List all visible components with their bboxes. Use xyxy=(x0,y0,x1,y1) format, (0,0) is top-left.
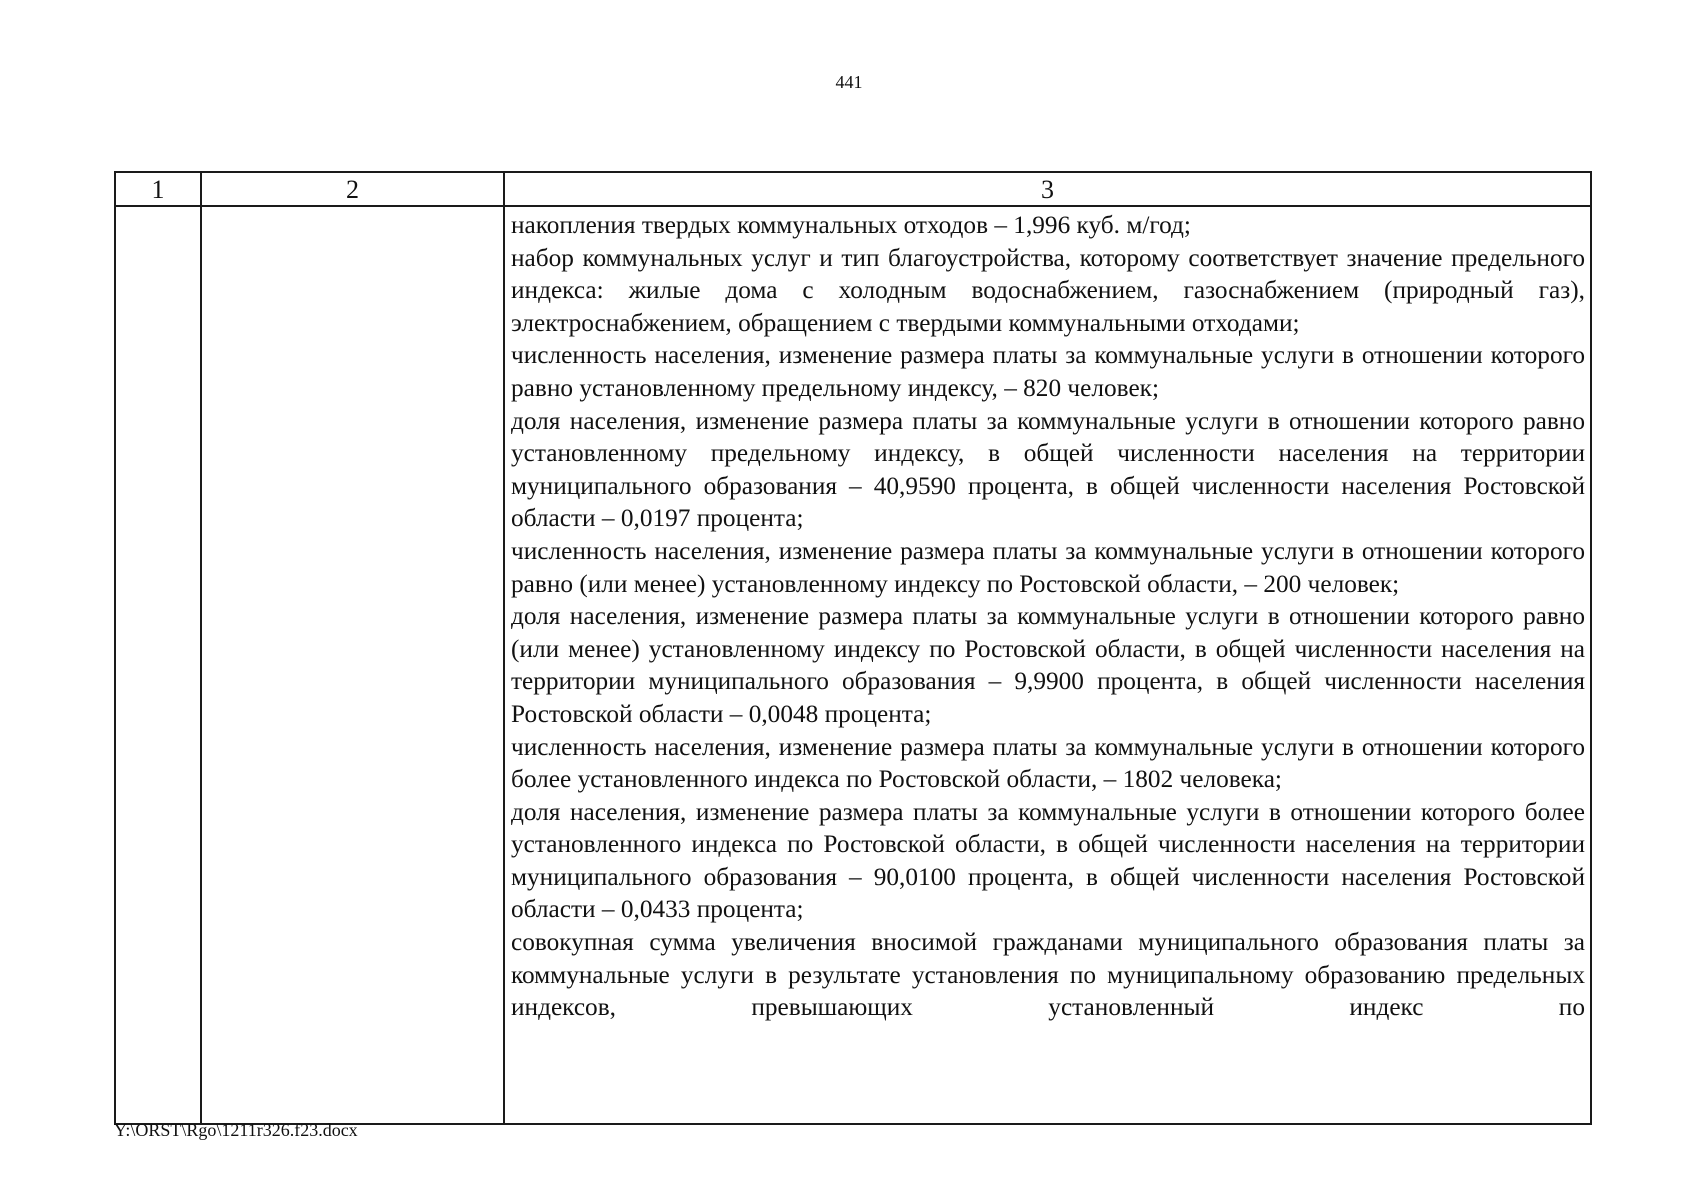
cell-col2 xyxy=(201,206,504,1124)
header-cell-col1: 1 xyxy=(115,172,201,206)
paragraph: численность населения, изменение размера платы за коммунальные услуги в отношении которого более установленного индекса по Ростовской области, – 1802 человека; xyxy=(511,732,1585,794)
page-number: 441 xyxy=(835,72,863,92)
table-header-row xyxy=(115,172,1591,206)
paragraph: доля населения, изменение размера платы за коммунальные услуги в отношении которого равно установленному предельному индексу, в общей численности населения на территории муниципального образования – 40,9590 процента, в общей численности населения Ростовской области – 0,0197 процента; xyxy=(511,406,1585,533)
table-row xyxy=(115,206,1591,1124)
paragraph: численность населения, изменение размера платы за коммунальные услуги в отношении которого равно (или менее) установленному индексу по Ростовской области, – 200 человек; xyxy=(511,536,1585,598)
cell-col3-content xyxy=(504,206,1591,1124)
cell-col1 xyxy=(115,206,201,1124)
header-cell-col2: 2 xyxy=(201,172,504,206)
paragraph: численность населения, изменение размера платы за коммунальные услуги в отношении которого равно установленному предельному индексу, – 820 человек; xyxy=(511,341,1585,402)
header-cell-col3: 3 xyxy=(504,172,1591,206)
footer-file-path: Y:\ORST\Rgo\1211r326.f23.docx xyxy=(114,1120,358,1140)
paragraph: доля населения, изменение размера платы за коммунальные услуги в отношении которого равно (или менее) установленному индексу по Ростовской области, в общей численности населения на территории муниципального образования – 9,9900 процента, в общей численности населения Ростовской области – 0,0048 процента; xyxy=(511,602,1585,728)
paragraph: накопления твердых коммунальных отходов – 1,996 куб. м/год; xyxy=(511,211,1191,239)
paragraph: доля населения, изменение размера платы за коммунальные услуги в отношении которого более установленного индекса по Ростовской области, в общей численности населения на территории муниципального образования – 90,0100 процента, в общей численности населения Ростовской области – 0,0433 процента; xyxy=(511,797,1585,924)
paragraph: набор коммунальных услуг и тип благоустройства, которому соответствует значение предельного индекса: жилые дома с холодным водоснабжением, газоснабжением (природный газ), электроснабжением, обращением с твердыми коммунальными отходами; xyxy=(511,243,1585,337)
document-table xyxy=(114,171,1592,1125)
paragraph: совокупная сумма увеличения вносимой гражданами муниципального образования платы за коммунальные услуги в результате установления по муниципальному образованию предельных индексов, превышающих установленный индекс по xyxy=(511,928,1585,1022)
